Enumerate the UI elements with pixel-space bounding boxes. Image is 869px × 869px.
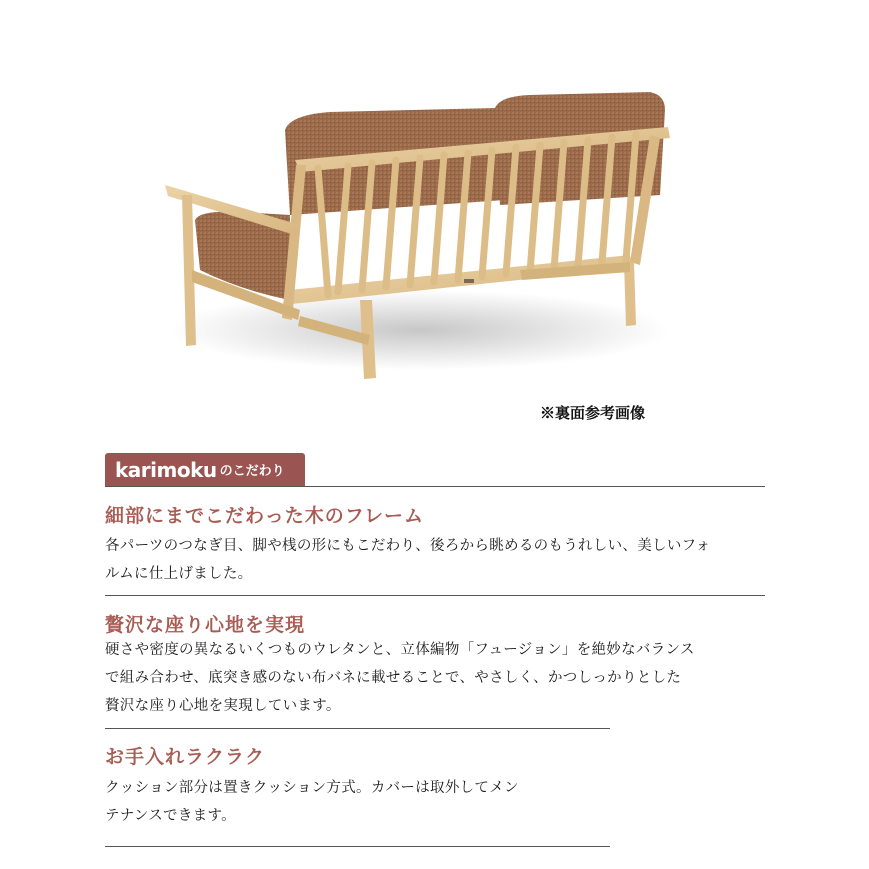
section-body-care <box>105 774 519 830</box>
text-line: クッション部分は置きクッション方式。カバーは取外してメン <box>105 780 519 796</box>
reference-image-caption: ※裏面参考画像 <box>540 404 646 422</box>
text-line: 硬さや密度の異なるいくつものウレタンと、立体編物「フュージョン」を絶妙なバランス <box>105 642 695 658</box>
section-divider <box>105 595 765 596</box>
brand-divider <box>105 486 765 487</box>
section-heading-frame: 細部にまでこだわった木のフレーム <box>105 505 425 527</box>
section-divider <box>105 728 610 729</box>
karimoku-logo: karimoku <box>115 457 217 482</box>
text-line: ルムに仕上げました。 <box>105 566 253 582</box>
section-body-frame <box>105 532 711 588</box>
text-line: 贅沢な座り心地を実現しています。 <box>105 698 341 714</box>
section-body-comfort <box>105 636 695 720</box>
section-divider <box>105 846 610 847</box>
text-line: テナンスできます。 <box>105 808 236 824</box>
karimoku-brand-tab <box>105 453 305 486</box>
text-line: 各パーツのつなぎ目、脚や桟の形にもこだわり、後ろから眺めるのもうれしい、美しいフォ <box>105 538 711 554</box>
section-heading-care: お手入れラクラク <box>105 746 266 768</box>
sofa-back-view-image <box>150 80 680 390</box>
brand-tab-suffix: のこだわり <box>219 464 285 479</box>
section-heading-comfort: 贅沢な座り心地を実現 <box>105 614 306 636</box>
text-line: で組み合わせ、底突き感のない布バネに載せることで、やさしく、かつしっかりとした <box>105 670 682 686</box>
